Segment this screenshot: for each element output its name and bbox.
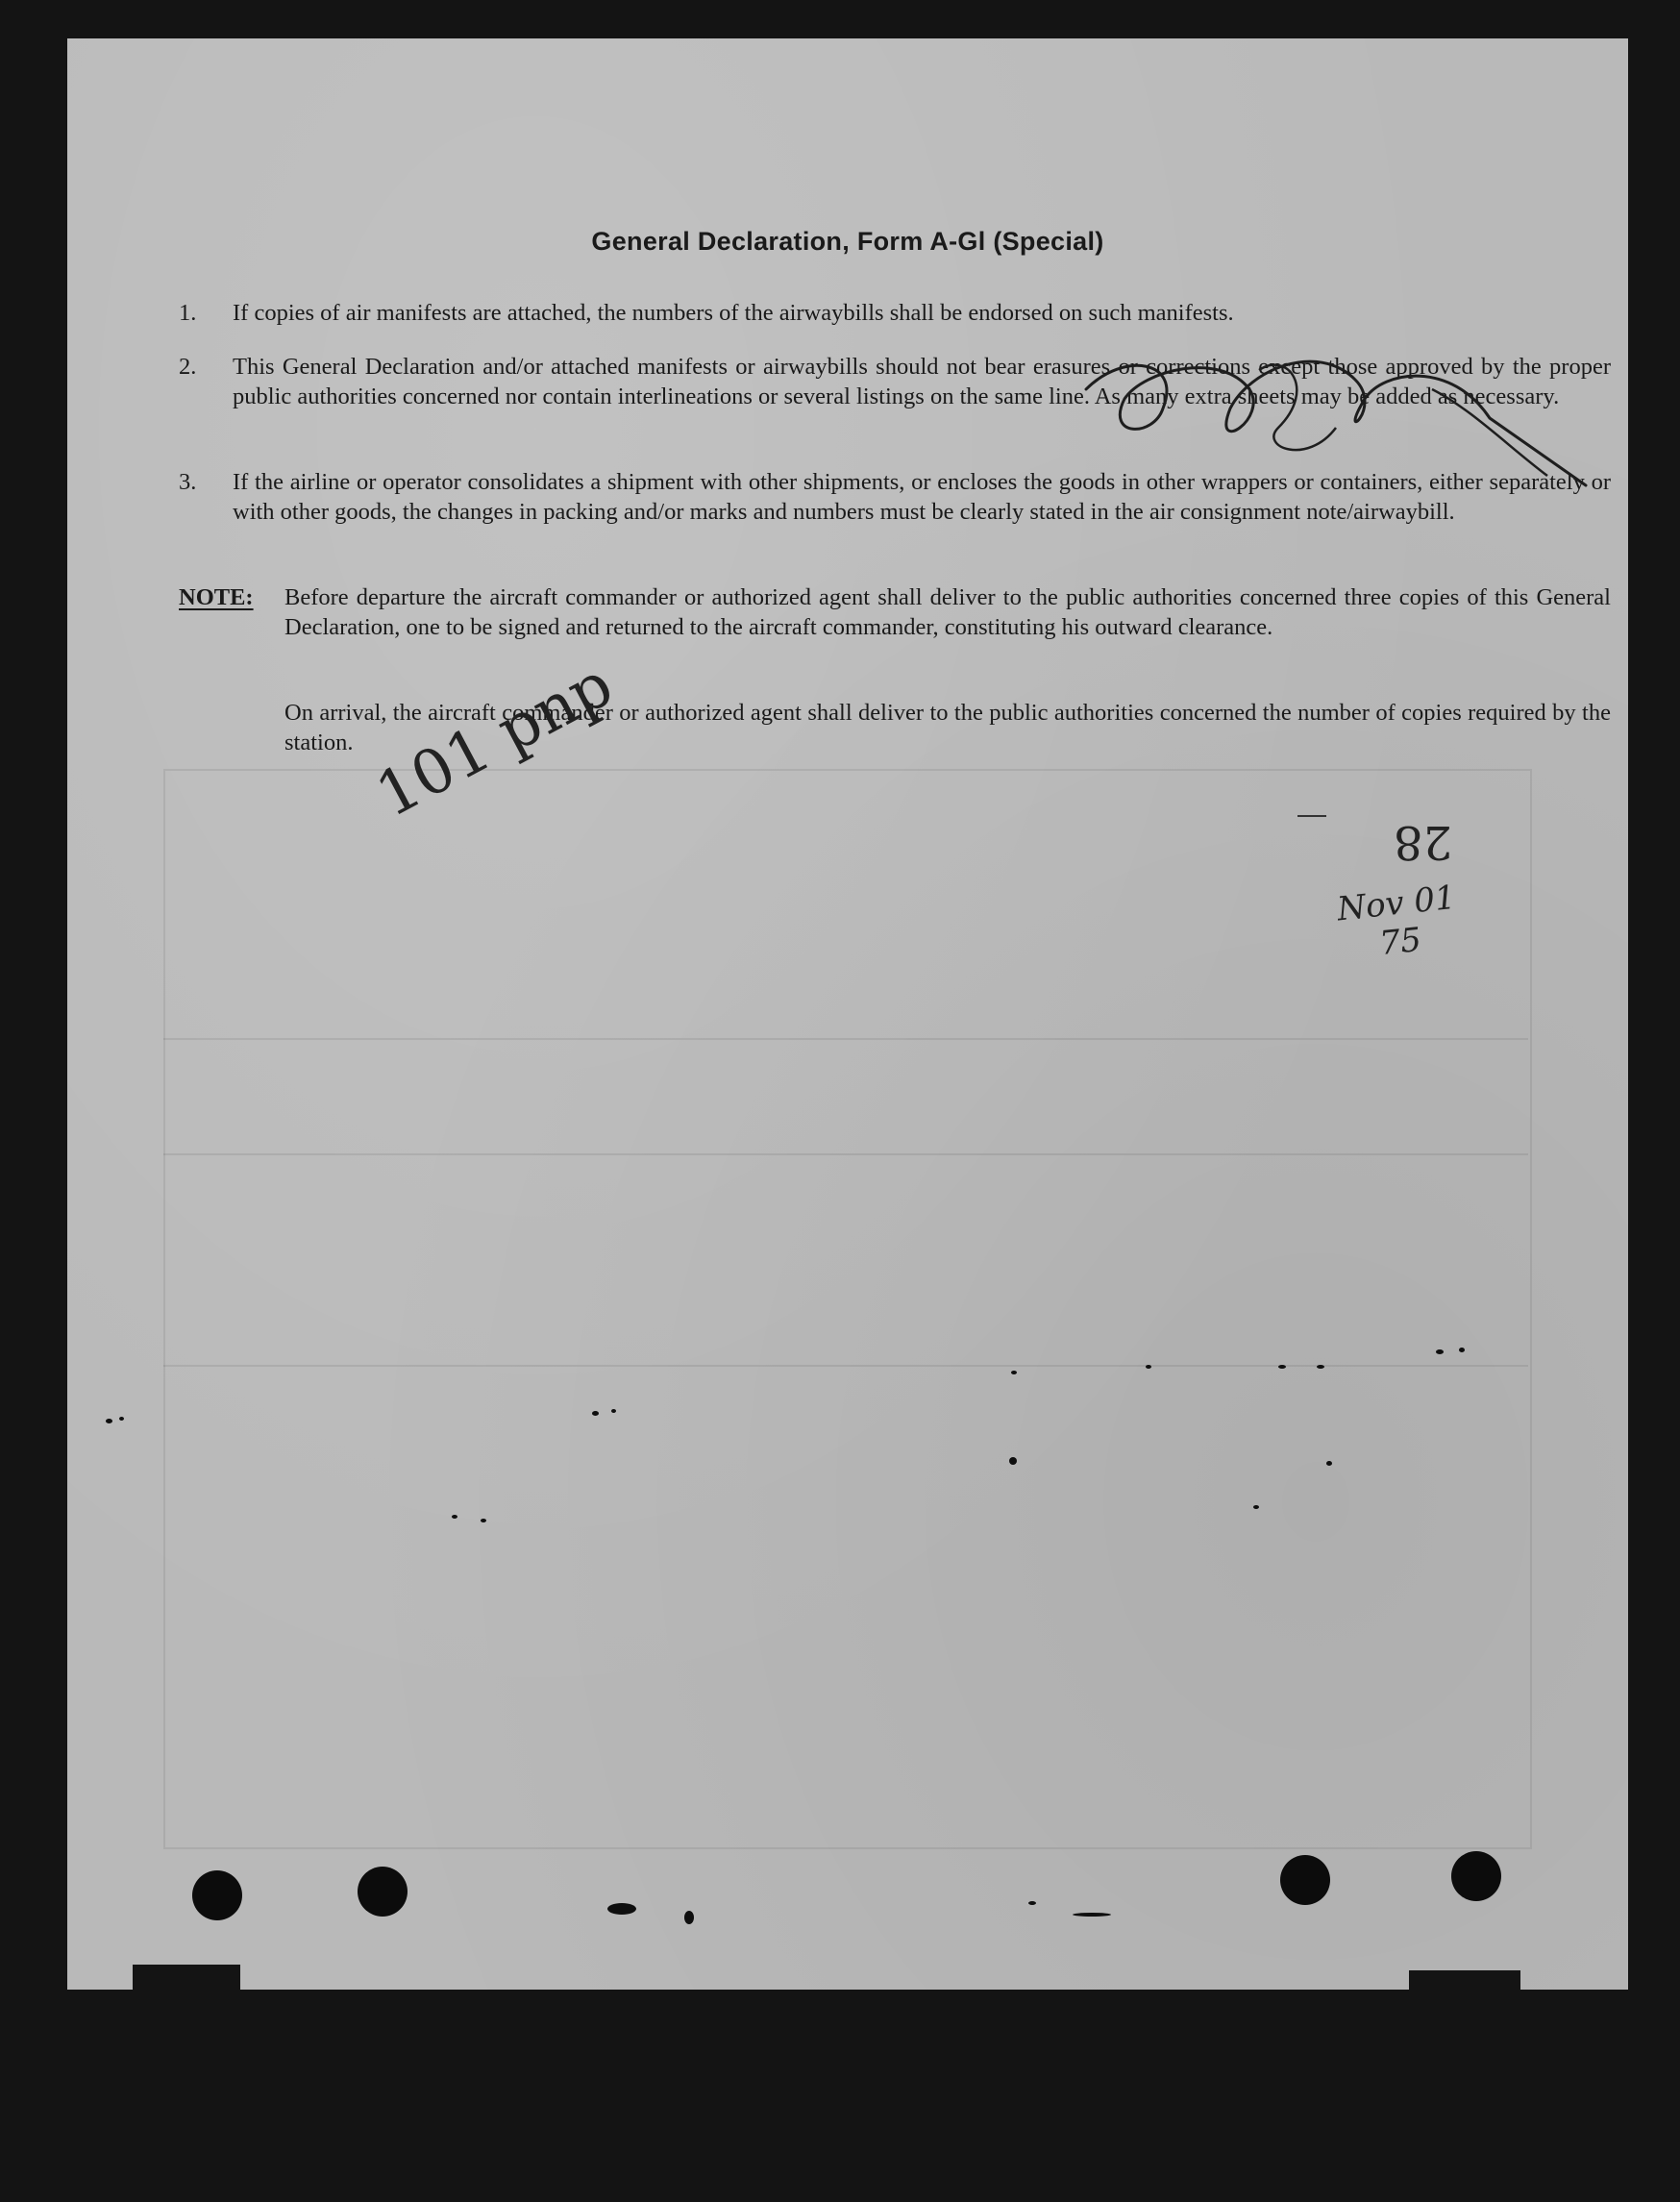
ink-speck: [684, 1911, 694, 1924]
ink-speck: [1317, 1365, 1324, 1369]
ink-speck: [1436, 1349, 1444, 1354]
note-label: NOTE:: [179, 584, 254, 610]
handwritten-marks: Nov 01 75: [1335, 878, 1458, 964]
punch-hole: [1280, 1855, 1330, 1905]
ink-speck: [106, 1419, 112, 1423]
handwritten-number: 28: [1394, 815, 1453, 869]
item-number: 1.: [179, 300, 197, 326]
bleed-through-line: [163, 1153, 1528, 1155]
ink-speck: [607, 1903, 636, 1915]
note-paragraph-1: Before departure the aircraft commander or authorized agent shall deliver to the public authorities concerned three copies of this General Declaration, one to be signed and returned to the aircraft commander, constituting his outward clearance.: [284, 584, 1611, 640]
ink-speck: [1253, 1505, 1259, 1509]
document-title: General Declaration, Form A-Gl (Special): [591, 227, 1104, 256]
punch-hole: [358, 1867, 408, 1917]
ink-speck: [1011, 1371, 1017, 1374]
ink-speck: [1146, 1365, 1151, 1369]
ink-speck: [611, 1409, 616, 1413]
handwritten-signature: [1067, 332, 1605, 495]
item-number: 2.: [179, 354, 197, 380]
instruction-item-1: [179, 298, 1611, 328]
item-text: This General Declaration and/or attached manifests or airwaybills should not bear erasures or corrections except those approved by the proper public authorities concerned nor contain interlineations or several listings on the same line. As many extra sheets may be added as necessary.: [233, 354, 1611, 409]
ink-speck: [119, 1417, 124, 1421]
torn-edge: [1409, 1970, 1520, 1990]
handwritten-dash: [1297, 815, 1326, 817]
ink-speck: [592, 1411, 599, 1416]
item-text: If the airline or operator consolidates a shipment with other shipments, or encloses the goods in other wrappers or containers, either separately or with other goods, the changes in packing and/or marks and numbers must be clearly stated in the air consignment note/airwaybill.: [233, 469, 1611, 525]
ink-speck: [1073, 1913, 1111, 1917]
item-text: If copies of air manifests are attached, the numbers of the airwaybills shall be endorsed on such manifests.: [233, 300, 1234, 326]
ink-speck: [1028, 1901, 1036, 1905]
torn-edge: [133, 1965, 240, 1990]
punch-hole: [1451, 1851, 1501, 1901]
ink-speck: [481, 1519, 486, 1522]
item-number: 3.: [179, 469, 197, 495]
note-block: [179, 582, 1611, 679]
bleed-through-line: [163, 1038, 1528, 1040]
ink-speck: [1278, 1365, 1286, 1369]
handwritten-scrawl: 101 pnp: [365, 649, 625, 832]
ink-speck: [1009, 1457, 1017, 1465]
punch-hole: [192, 1870, 242, 1920]
ink-speck: [452, 1515, 457, 1519]
ink-speck: [1326, 1461, 1332, 1466]
ink-speck: [1459, 1348, 1465, 1352]
note-paragraph-2: On arrival, the aircraft commander or authorized agent shall deliver to the public authorities concerned the number of copies required by the station.: [284, 700, 1611, 755]
paper-sheet: [67, 38, 1628, 1990]
